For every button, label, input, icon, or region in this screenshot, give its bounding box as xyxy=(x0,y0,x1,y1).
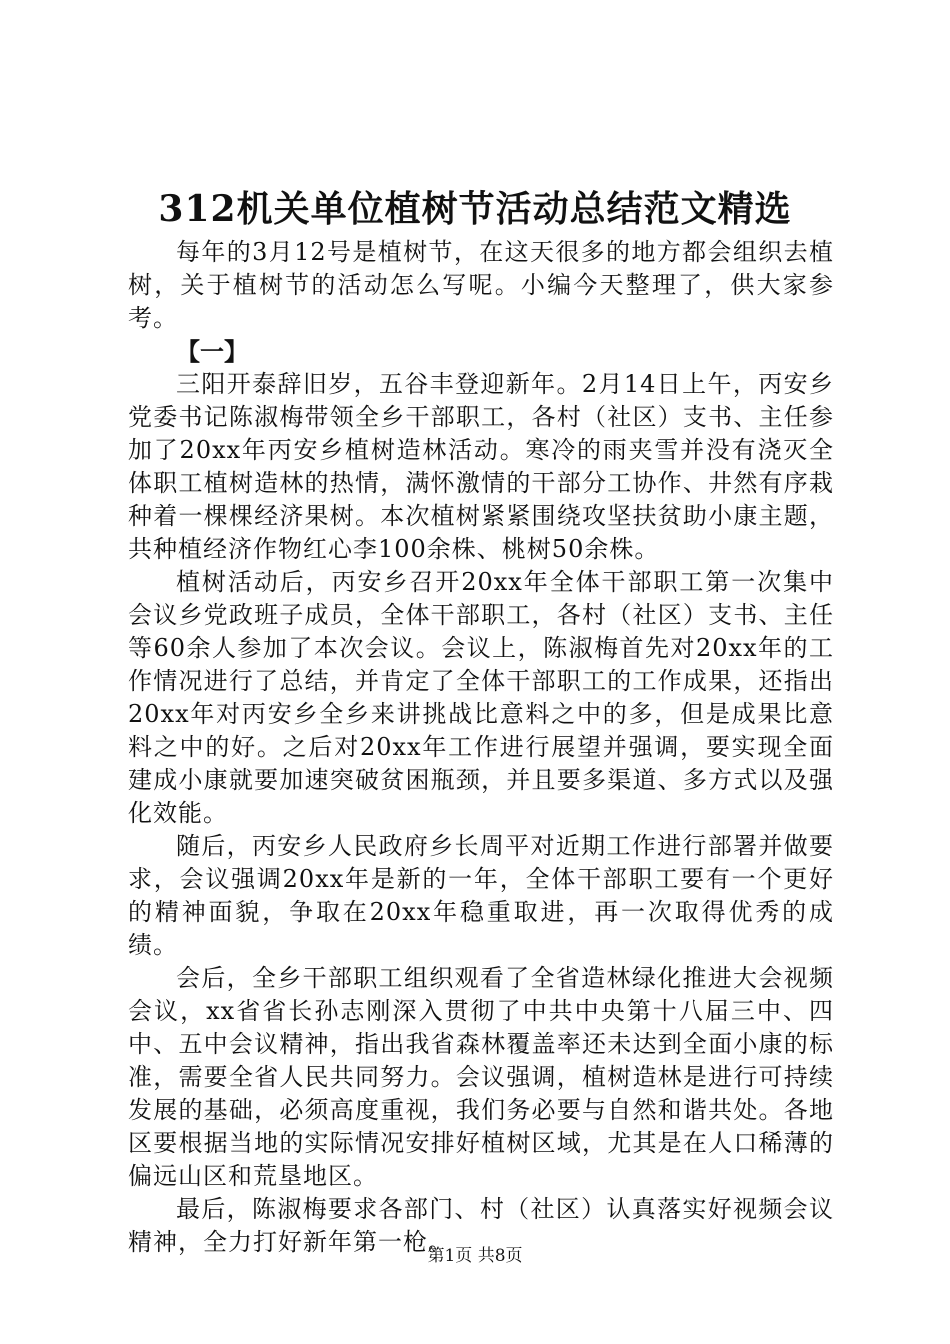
section-label: 【一】 xyxy=(176,337,248,366)
body-paragraph-5: 最后，陈淑梅要求各部门、村（社区）认真落实好视频会议精神，全力打好新年第一枪。 xyxy=(128,1195,834,1256)
body-paragraph-1: 三阳开泰辞旧岁，五谷丰登迎新年。2月14日上午，丙安乡党委书记陈淑梅带领全乡干部职工，各村（社区）支书、主任参加了20xx年丙安乡植树造林活动。寒冷的雨夹雪并没有浇灭全体职工植树造林的热情，满怀激情的干部分工协作、井然有序栽种着一棵棵经济果树。本次植树紧紧围绕攻坚扶贫助小康主题，共种植经济作物红心李100余株、桃树50余株。 xyxy=(128,370,834,563)
document-title: 312机关单位植树节活动总结范文精选 xyxy=(158,188,792,230)
intro-paragraph: 每年的3月12号是植树节，在这天很多的地方都会组织去植树，关于植树节的活动怎么写呢。小编今天整理了，供大家参考。 xyxy=(128,238,834,332)
body-paragraph-3: 随后，丙安乡人民政府乡长周平对近期工作进行部署并做要求，会议强调20xx年是新的一年，全体干部职工要有一个更好的精神面貌，争取在20xx年稳重取进，再一次取得优秀的成绩。 xyxy=(128,832,834,959)
page-footer: 第1页 共8页 xyxy=(427,1246,523,1266)
body-paragraph-4: 会后，全乡干部职工组织观看了全省造林绿化推进大会视频会议，xx省省长孙志刚深入贯彻了中共中央第十八届三中、四中、五中会议精神，指出我省森林覆盖率还未达到全面小康的标准，需要全省人民共同努力。会议强调，植树造林是进行可持续发展的基础，必须高度重视，我们务必要与自然和谐共处。各地区要根据当地的实际情况安排好植树区域，尤其是在人口稀薄的偏远山区和荒垦地区。 xyxy=(128,964,834,1190)
document-body xyxy=(128,236,834,1259)
body-paragraph-2: 植树活动后，丙安乡召开20xx年全体干部职工第一次集中会议乡党政班子成员，全体干部职工，各村（社区）支书、主任等60余人参加了本次会议。会议上，陈淑梅首先对20xx年的工作情况进行了总结，并肯定了全体干部职工的工作成果，还指出20xx年对丙安乡全乡来讲挑战比意料之中的多，但是成果比意料之中的好。之后对20xx年工作进行展望并强调，要实现全面建成小康就要加速突破贫困瓶颈，并且要多渠道、多方式以及强化效能。 xyxy=(128,568,834,827)
